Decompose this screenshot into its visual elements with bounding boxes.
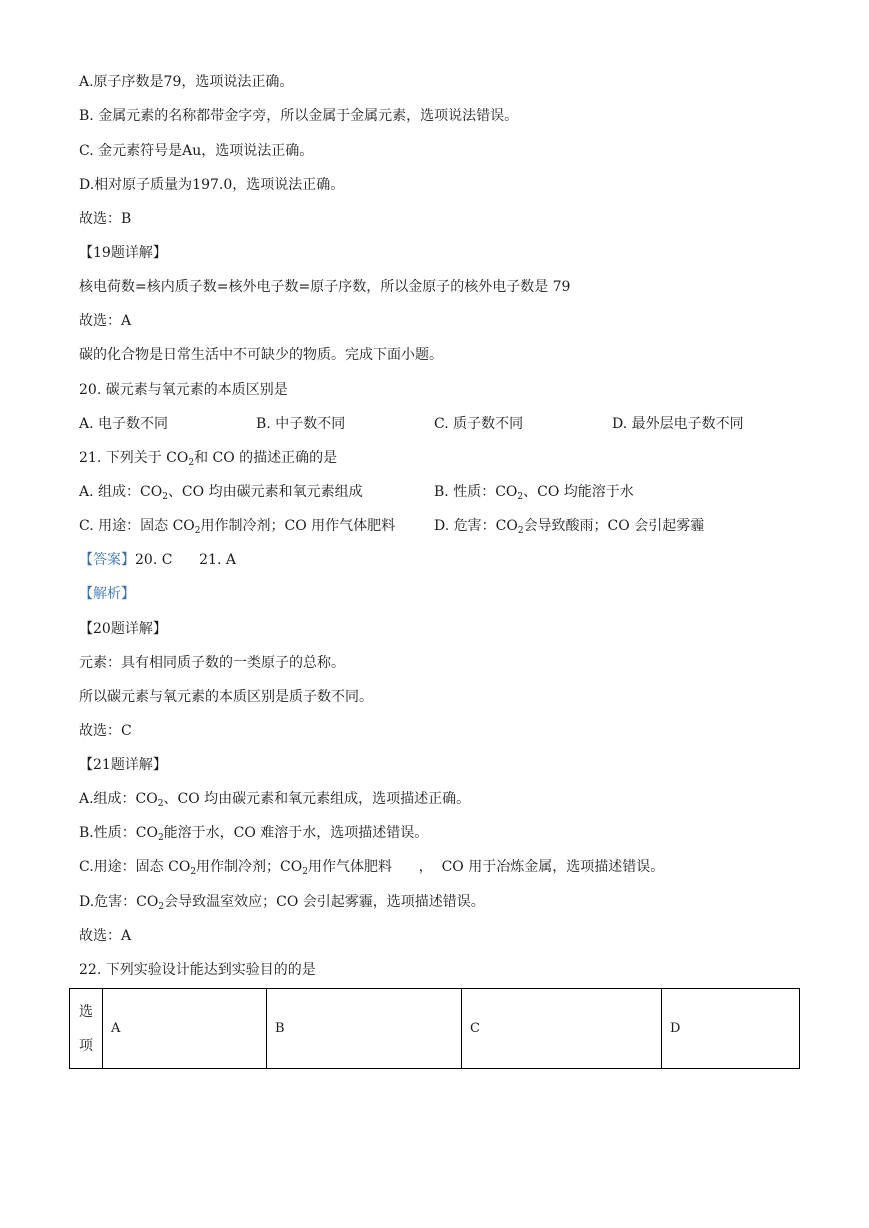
option-b: B. 中子数不同 bbox=[256, 416, 346, 432]
table-cell: C bbox=[462, 989, 662, 1069]
text-line: 核电荷数=核内质子数=核外电子数=原子序数，所以金原子的核外电子数是 79 bbox=[79, 279, 571, 295]
option-a: A. 组成：$CO_2$、CO 均由碳元素和氧元素组成 bbox=[79, 484, 363, 502]
text-line: A.组成：$CO_2$、CO 均由碳元素和氧元素组成，选项描述正确。 bbox=[79, 791, 471, 809]
question-stem: 21. 下列关于 $CO_2$和 CO 的描述正确的是 bbox=[79, 450, 338, 468]
answer-text: 20. C 21. A bbox=[135, 552, 236, 568]
text-line: A.原子序数是79，选项说法正确。 bbox=[79, 74, 294, 90]
text-line: 所以碳元素与氧元素的本质区别是质子数不同。 bbox=[79, 689, 373, 705]
text-line: D.危害：$CO_2$会导致温室效应；CO 会引起雾霾，选项描述错误。 bbox=[79, 894, 485, 912]
text-line: B.性质：$CO_2$能溶于水，CO 难溶于水，选项描述错误。 bbox=[79, 825, 429, 843]
table-header-cell: 选 项 bbox=[70, 989, 103, 1069]
option-a: A. 电子数不同 bbox=[79, 416, 169, 432]
text-line: 故选：C bbox=[79, 723, 132, 739]
text-line: 故选：B bbox=[79, 211, 132, 227]
option-c: C. 质子数不同 bbox=[434, 416, 524, 432]
text-line: 故选：A bbox=[79, 313, 132, 329]
section-heading: 【21题详解】 bbox=[79, 757, 167, 773]
table-cell: D bbox=[662, 989, 800, 1069]
answer-tag: 【答案】 bbox=[79, 552, 135, 568]
text-line: C. 金元素符号是Au，选项说法正确。 bbox=[79, 143, 314, 159]
option-d: D. 最外层电子数不同 bbox=[612, 416, 744, 432]
option-c: C. 用途：固态 $CO_2$用作制冷剂；CO 用作气体肥料 bbox=[79, 518, 396, 536]
section-heading: 【19题详解】 bbox=[79, 245, 167, 261]
text-line: 故选：A bbox=[79, 928, 132, 944]
question-stem: 22. 下列实验设计能达到实验目的的是 bbox=[79, 962, 316, 978]
analysis-tag: 【解析】 bbox=[79, 586, 135, 602]
text-line: 碳的化合物是日常生活中不可缺少的物质。完成下面小题。 bbox=[79, 347, 443, 363]
table-cell: A bbox=[103, 989, 267, 1069]
text-line: B. 金属元素的名称都带金字旁，所以金属于金属元素，选项说法错误。 bbox=[79, 108, 519, 124]
text-line: 元素：具有相同质子数的一类原子的总称。 bbox=[79, 655, 345, 671]
table-cell: B bbox=[267, 989, 462, 1069]
text-line: D.相对原子质量为197.0，选项说法正确。 bbox=[79, 177, 345, 193]
answer-line bbox=[79, 551, 236, 569]
text-line: C.用途：固态 $CO_2$用作制冷剂；$CO_2$用作气体肥料 ， CO 用于冶炼金属，选项描述错误。 bbox=[79, 859, 665, 877]
options-table bbox=[69, 988, 800, 1069]
option-b: B. 性质：$CO_2$、CO 均能溶于水 bbox=[434, 484, 634, 502]
section-heading: 【20题详解】 bbox=[79, 621, 167, 637]
option-d: D. 危害：$CO_2$会导致酸雨；CO 会引起雾霾 bbox=[434, 518, 705, 536]
question-stem: 20. 碳元素与氧元素的本质区别是 bbox=[79, 382, 288, 398]
